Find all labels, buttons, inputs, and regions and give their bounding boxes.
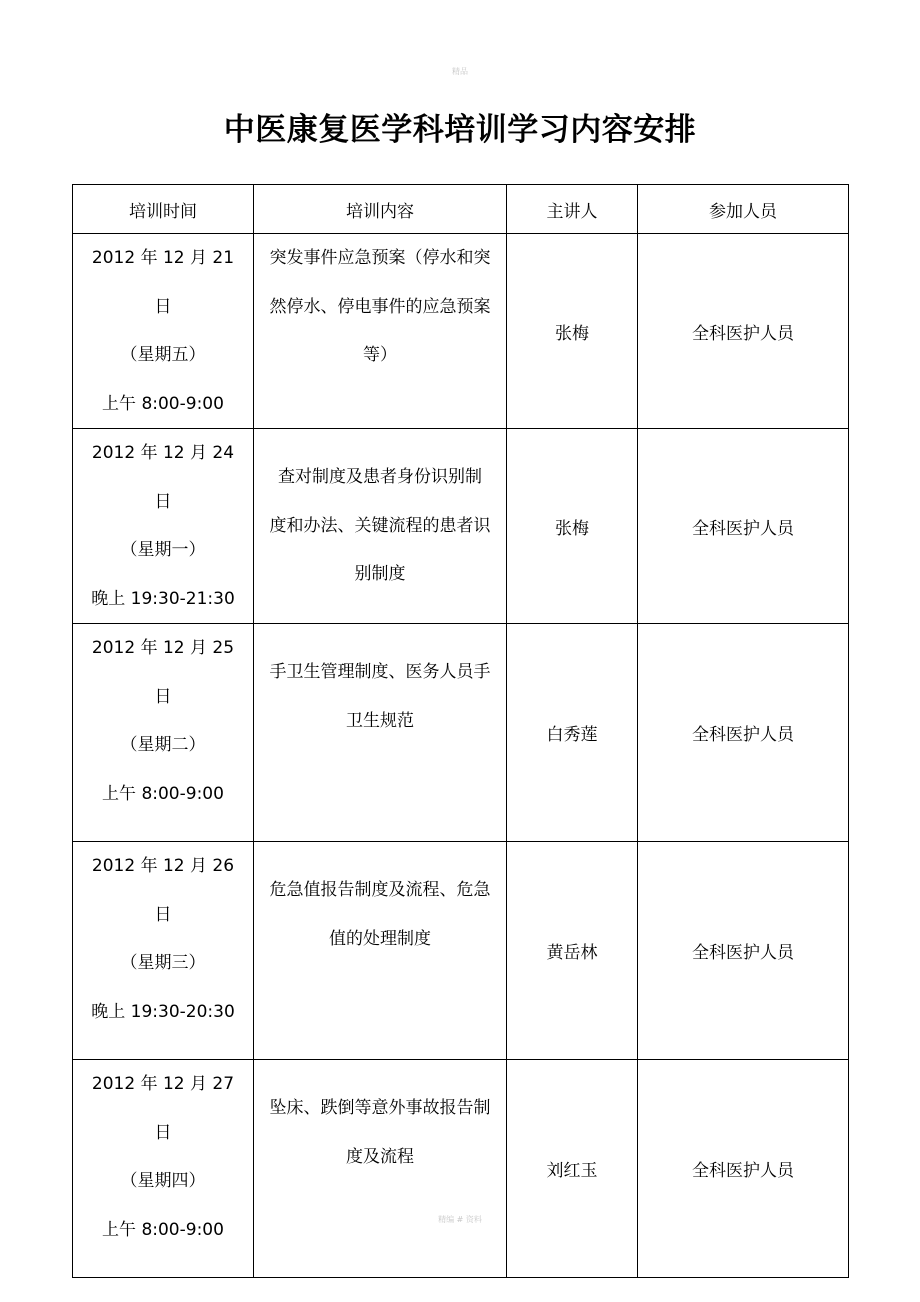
training-content-cell [254, 1060, 507, 1278]
speaker-cell: 刘红玉 [507, 1060, 638, 1278]
time-line: 上午 8:00-9:00 [102, 783, 224, 804]
table-row [73, 429, 849, 624]
time-line: （星期三） [120, 953, 206, 973]
training-schedule-table [72, 184, 849, 1278]
training-content-cell [254, 429, 507, 624]
content-line: 危急值报告制度及流程、危急 [269, 880, 491, 900]
table-row [73, 234, 849, 429]
speaker-cell: 张梅 [507, 429, 638, 624]
content-line: 坠床、跌倒等意外事故报告制 [269, 1098, 491, 1118]
content-line: 别制度 [354, 564, 406, 585]
training-time-cell [73, 1060, 254, 1278]
attendees-cell: 全科医护人员 [638, 429, 849, 624]
content-line: 突发事件应急预案（停水和突 [269, 248, 491, 268]
table-row [73, 842, 849, 1060]
table-row [73, 624, 849, 842]
time-line: 2012 年 12 月 24 [91, 443, 235, 463]
speaker-cell: 张梅 [507, 234, 638, 429]
time-line: （星期二） [120, 735, 206, 755]
training-time-cell [73, 624, 254, 842]
content-line: 值的处理制度 [329, 928, 431, 949]
time-line: 日 [154, 1122, 172, 1143]
time-line: 2012 年 12 月 25 [91, 638, 235, 658]
time-line: 晚上 19:30-21:30 [91, 588, 235, 609]
table-row [73, 1060, 849, 1278]
training-time-cell [73, 234, 254, 429]
column-header-time: 培训时间 [73, 185, 254, 234]
time-line: 上午 8:00-9:00 [102, 1219, 224, 1240]
content-line: 度和办法、关键流程的患者识 [269, 515, 491, 536]
attendees-cell: 全科医护人员 [638, 624, 849, 842]
time-line: 2012 年 12 月 21 [91, 248, 235, 268]
content-line: 手卫生管理制度、医务人员手 [269, 662, 491, 682]
content-line: 卫生规范 [346, 710, 414, 731]
training-content-cell [254, 624, 507, 842]
attendees-cell: 全科医护人员 [638, 842, 849, 1060]
attendees-cell: 全科医护人员 [638, 234, 849, 429]
table-header-row [73, 185, 849, 234]
column-header-attendees: 参加人员 [638, 185, 849, 234]
time-line: 晚上 19:30-20:30 [91, 1001, 235, 1022]
speaker-cell: 黄岳林 [507, 842, 638, 1060]
footer-watermark: 精编 # 资料 [438, 1215, 482, 1224]
time-line: 上午 8:00-9:00 [102, 393, 224, 414]
training-content-cell [254, 234, 507, 429]
time-line: （星期五） [120, 345, 206, 365]
content-line: 度及流程 [346, 1146, 414, 1167]
column-header-content: 培训内容 [254, 185, 507, 234]
time-line: 日 [154, 904, 172, 925]
training-time-cell [73, 429, 254, 624]
time-line: （星期四） [120, 1171, 206, 1191]
content-line: 等） [363, 345, 397, 365]
content-line: 然停水、停电事件的应急预案 [269, 296, 491, 317]
column-header-speaker: 主讲人 [507, 185, 638, 234]
speaker-cell: 白秀莲 [507, 624, 638, 842]
time-line: 2012 年 12 月 27 [91, 1074, 235, 1094]
content-line: 查对制度及患者身份识别制 [278, 467, 482, 488]
time-line: 日 [154, 491, 172, 512]
page-title: 中医康复医学科培训学习内容安排 [223, 112, 697, 148]
training-time-cell [73, 842, 254, 1060]
header-watermark: 精品 [452, 67, 468, 76]
time-line: 日 [154, 296, 172, 317]
time-line: 2012 年 12 月 26 [91, 856, 235, 876]
time-line: （星期一） [120, 540, 206, 560]
training-content-cell [254, 842, 507, 1060]
time-line: 日 [154, 686, 172, 707]
attendees-cell: 全科医护人员 [638, 1060, 849, 1278]
